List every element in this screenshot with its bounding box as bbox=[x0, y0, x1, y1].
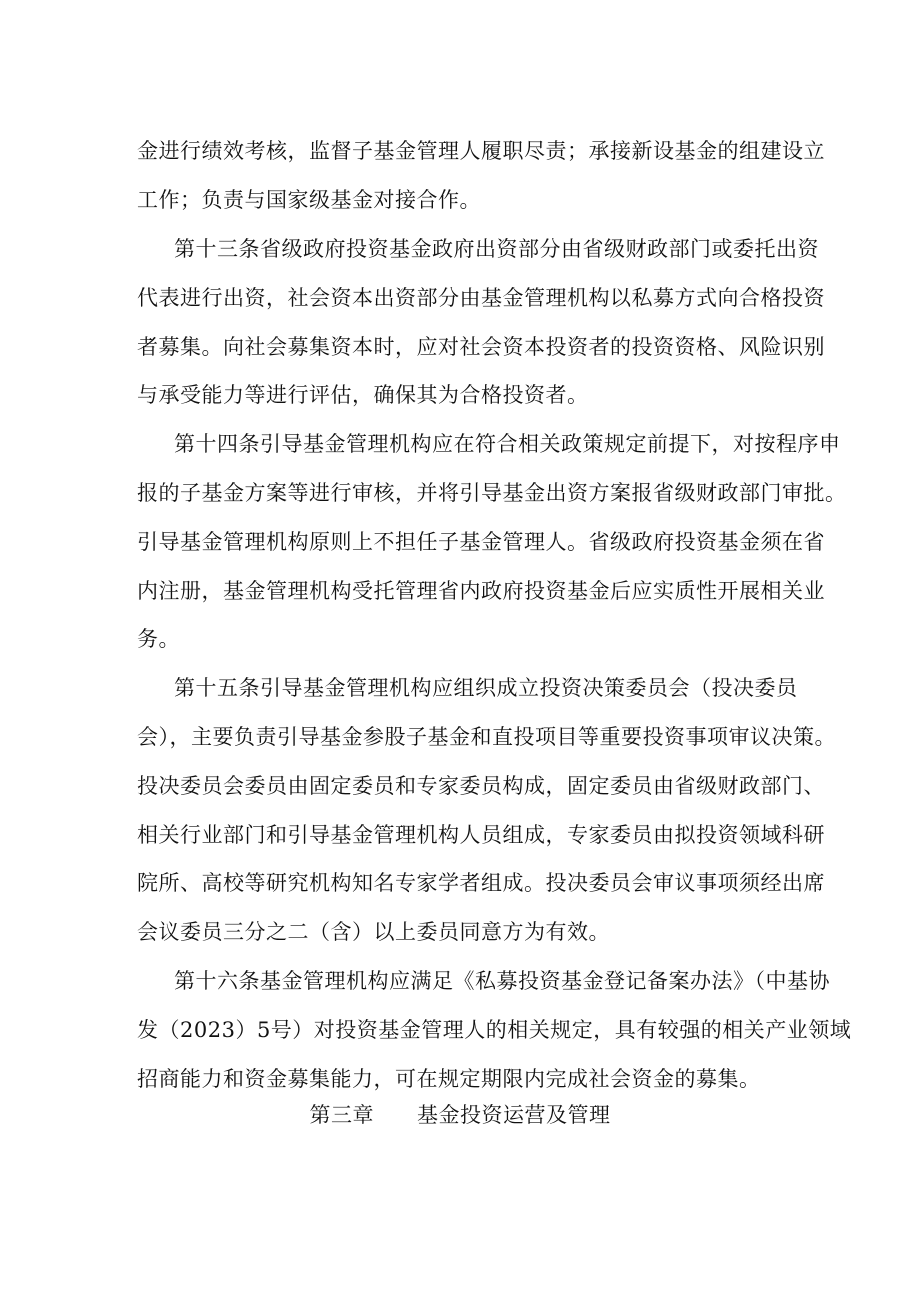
article-14-line: 务。 bbox=[137, 627, 180, 651]
article-13-line: 代表进行出资，社会资本出资部分由基金管理机构以私募方式向合格投资 bbox=[137, 286, 825, 310]
article-14-line: 第十四条引导基金管理机构应在符合相关政策规定前提下，对按程序申 bbox=[174, 432, 841, 456]
article-15-line: 第十五条引导基金管理机构应组织成立投资决策委员会（投决委员 bbox=[174, 676, 798, 700]
article-14-line: 报的子基金方案等进行审核，并将引导基金出资方案报省级财政部门审批。 bbox=[137, 481, 847, 505]
article-15-line: 会），主要负责引导基金参股子基金和直投项目等重要投资事项审议决策。 bbox=[137, 725, 836, 749]
article-13-line: 第十三条省级政府投资基金政府出资部分由省级财政部门或委托出资 bbox=[174, 237, 819, 261]
article-16-line: 招商能力和资金募集能力，可在规定期限内完成社会资金的募集。 bbox=[137, 1067, 761, 1091]
paragraph-line: 金进行绩效考核，监督子基金管理人履职尽责；承接新设基金的组建设立 bbox=[137, 139, 825, 163]
article-14-line: 引导基金管理机构原则上不担任子基金管理人。省级政府投资基金须在省 bbox=[137, 530, 825, 554]
article-16-line: 第十六条基金管理机构应满足《私募投资基金登记备案办法》（中基协 bbox=[174, 969, 830, 993]
article-15-line: 投决委员会委员由固定委员和专家委员构成，固定委员由省级财政部门、 bbox=[137, 774, 825, 798]
article-13-line: 与承受能力等进行评估，确保其为合格投资者。 bbox=[137, 383, 589, 407]
paragraph-line: 工作；负责与国家级基金对接合作。 bbox=[137, 188, 481, 212]
article-15-line: 相关行业部门和引导基金管理机构人员组成，专家委员由拟投资领域科研 bbox=[137, 823, 825, 847]
article-16-line: 发（2023）5号）对投资基金管理人的相关规定，具有较强的相关产业领域 bbox=[137, 1018, 852, 1042]
chapter-heading: 第三章 基金投资运营及管理 bbox=[309, 1103, 611, 1127]
article-15-line: 院所、高校等研究机构知名专家学者组成。投决委员会审议事项须经出席 bbox=[137, 871, 825, 895]
article-15-line: 会议委员三分之二（含）以上委员同意方为有效。 bbox=[137, 920, 610, 944]
article-13-line: 者募集。向社会募集资本时，应对社会资本投资者的投资资格、风险识别 bbox=[137, 335, 825, 359]
article-14-line: 内注册，基金管理机构受托管理省内政府投资基金后应实质性开展相关业 bbox=[137, 579, 825, 603]
